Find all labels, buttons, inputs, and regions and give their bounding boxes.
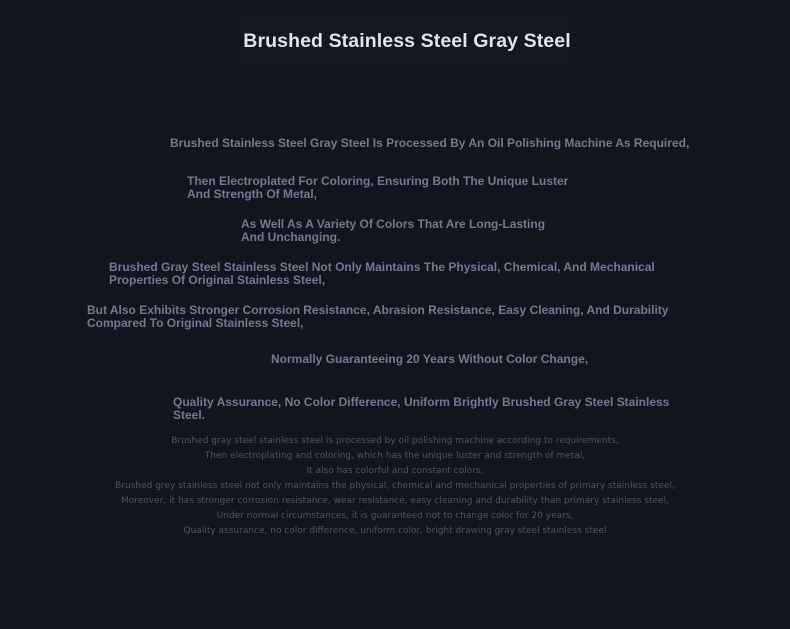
small-text-line-5: Moreover, it has stronger corrosion resistance, wear resistance, easy cleaning and durability than primary stainless steel, <box>120 496 670 506</box>
small-text-line-7: Quality assurance, no color difference, uniform color, bright drawing gray steel stainless steel <box>183 526 607 536</box>
small-text-line-1: Brushed gray steel stainless steel is processed by oil polishing machine according to requirements, <box>171 436 619 446</box>
paragraph-7: Quality Assurance, No Color Difference, Uniform Brightly Brushed Gray Steel Stainless Steel. <box>173 395 670 422</box>
page-title: Brushed Stainless Steel Gray Steel <box>243 30 571 52</box>
paragraph-1: Brushed Stainless Steel Gray Steel Is Processed By An Oil Polishing Machine As Required, <box>170 136 690 150</box>
small-text-block <box>0 434 790 539</box>
small-text-line-4: Brushed grey stainless steel not only maintains the physical, chemical and mechanical properties of primary stainless steel, <box>115 481 675 491</box>
small-text-line-3: It also has colorful and constant colors. <box>306 466 484 476</box>
small-text-line-2: Then electroplating and coloring, which has the unique luster and strength of metal, <box>204 451 586 461</box>
paragraph-4: Brushed Gray Steel Stainless Steel Not Only Maintains The Physical, Chemical, And Mechanical Properties Of Original Stainless Steel, <box>109 260 655 287</box>
paragraph-2: Then Electroplated For Coloring, Ensuring Both The Unique Luster And Strength Of Metal, <box>187 174 569 201</box>
small-text-line-6: Under normal circumstances, it is guaranteed not to change color for 20 years, <box>216 511 574 521</box>
paragraph-6: Normally Guaranteeing 20 Years Without Color Change, <box>271 352 589 366</box>
paragraph-3: As Well As A Variety Of Colors That Are Long-Lasting And Unchanging. <box>241 217 546 244</box>
paragraph-5: But Also Exhibits Stronger Corrosion Resistance, Abrasion Resistance, Easy Cleaning, And Durability Compared To Original Stainless Steel, <box>87 303 669 330</box>
